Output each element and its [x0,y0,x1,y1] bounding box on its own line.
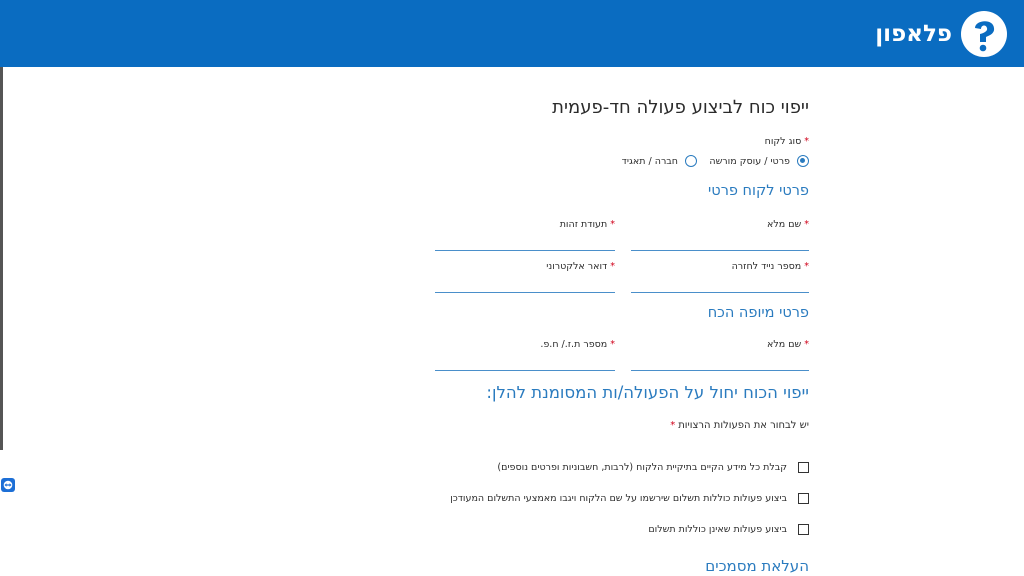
mobile-input[interactable] [631,292,809,293]
action-option-3[interactable] [648,524,809,535]
action-option-2[interactable] [450,493,809,504]
id-input[interactable] [435,250,615,251]
brand-logo[interactable] [875,11,1008,57]
radio-selected-icon[interactable] [797,155,809,167]
actions-section-title: ייפוי הכוח יחול על הפעולה/ות המסומנת להלן: [486,383,809,402]
upload-section-title: העלאת מסמכים [705,557,809,575]
action-option-label: ביצוע פעולות שאינן כוללות תשלום [648,524,787,535]
attorney-id-label: *מספר ת.ז./ ח.פ. [540,339,615,350]
customer-type-label: *סוג לקוח [764,136,809,147]
action-option-label: קבלת כל מידע הקיים בתיקיית הלקוח (לרבות, חשבוניות ופרטים נוספים) [497,462,787,473]
private-section-title: פרטי לקוח פרטי [708,183,809,199]
id-label: *תעודת זהות [559,219,615,230]
top-header [0,0,1024,67]
full-name-label: *שם מלא [766,219,809,230]
page-title: ייפוי כוח לביצוע פעולה חד-פעמית [552,97,809,118]
brand-name: פלאפון [875,21,952,47]
left-edge-bar [0,67,3,450]
attorney-name-input[interactable] [631,370,809,371]
checkbox[interactable] [798,524,809,535]
radio-company-label: חברה / תאגיד [621,155,678,167]
radio-private[interactable] [709,155,809,167]
full-name-input[interactable] [631,250,809,251]
radio-company[interactable] [622,155,697,167]
pelephone-logo-icon [960,10,1008,58]
attorney-id-input[interactable] [435,370,615,371]
email-label: *דואר אלקטרוני [546,261,615,272]
checkbox[interactable] [798,462,809,473]
required-asterisk: * [804,136,809,147]
checkbox[interactable] [798,493,809,504]
action-option-label: ביצוע פעולות כוללות תשלום שירשמו על שם הלקוח ויגבו מאמצעי התשלום המעודכן [450,493,787,504]
email-input[interactable] [435,292,615,293]
mobile-label: *מספר נייד לחזרה [731,261,809,272]
actions-instruction: יש לבחור את הפעולות הרצויות* [670,420,809,431]
attorney-section-title: פרטי מיופה הכח [707,305,809,321]
attorney-name-label: *שם מלא [766,339,809,350]
radio-unselected-icon[interactable] [685,155,697,167]
teamviewer-icon[interactable] [0,476,16,496]
action-option-1[interactable] [497,462,809,473]
radio-private-label: פרטי / עוסק מורשה [709,155,790,167]
